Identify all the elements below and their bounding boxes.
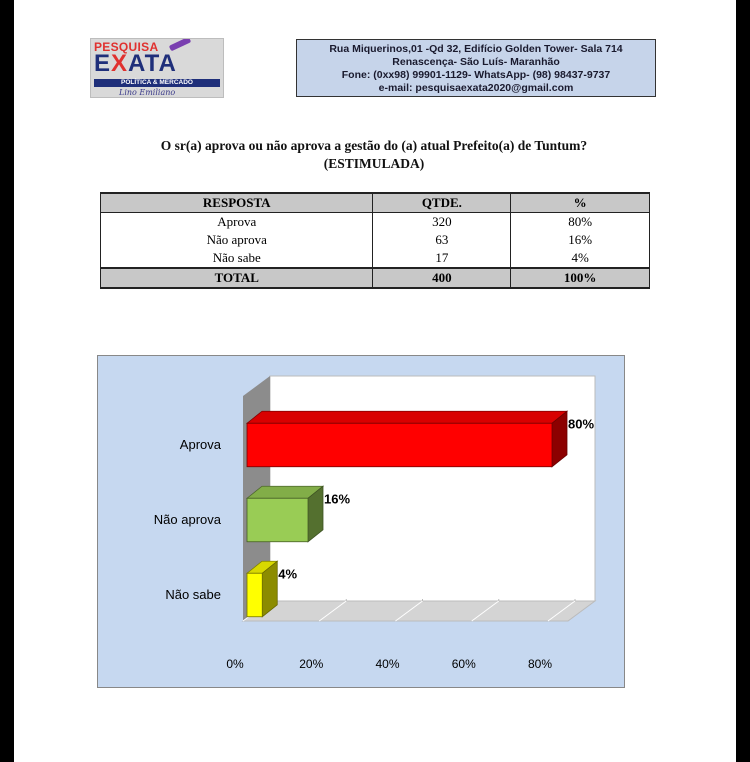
bar-data-label: 4% bbox=[278, 566, 298, 582]
y-category-label: Não aprova bbox=[153, 512, 221, 527]
question-type: (ESTIMULADA) bbox=[323, 156, 425, 171]
bar-data-label: 16% bbox=[324, 491, 351, 507]
bar-data-label: 80% bbox=[568, 416, 595, 432]
table-total-row bbox=[101, 268, 650, 288]
cell-resposta: Aprova bbox=[101, 213, 373, 232]
contact-city: Renascença- São Luís- Maranhão bbox=[392, 56, 560, 68]
cell-qtde: 17 bbox=[373, 249, 511, 268]
bar-chart bbox=[98, 356, 624, 687]
header-resposta: RESPOSTA bbox=[101, 193, 373, 213]
document-page bbox=[14, 0, 736, 762]
table-header-row bbox=[101, 193, 650, 213]
logo-main-pre: E bbox=[94, 50, 112, 77]
bar-2 bbox=[247, 573, 262, 617]
cell-percent: 16% bbox=[511, 231, 650, 249]
cell-resposta: Não sabe bbox=[101, 249, 373, 268]
contact-email: e-mail: pesquisaexata2020@gmail.com bbox=[378, 82, 574, 94]
logo-subtitle: POLÍTICA & MERCADO bbox=[94, 79, 220, 87]
cell-percent: 4% bbox=[511, 249, 650, 268]
header-qtde: QTDE. bbox=[373, 193, 511, 213]
total-percent: 100% bbox=[511, 268, 650, 288]
cell-percent: 80% bbox=[511, 213, 650, 232]
logo-main-text bbox=[94, 51, 177, 77]
contact-address: Rua Miquerinos,01 -Qd 32, Edifício Golden Tower- Sala 714 bbox=[329, 43, 623, 55]
contact-box bbox=[296, 39, 656, 97]
cell-resposta: Não aprova bbox=[101, 231, 373, 249]
table-row bbox=[101, 249, 650, 268]
total-label: TOTAL bbox=[101, 268, 373, 288]
y-category-label: Aprova bbox=[179, 437, 221, 452]
logo-main-x: X bbox=[111, 50, 129, 77]
x-tick-label: 0% bbox=[226, 657, 244, 671]
table-row bbox=[101, 213, 650, 232]
contact-phone: Fone: (0xx98) 99901-1129- WhatsApp- (98) 98437-9737 bbox=[341, 69, 611, 81]
y-category-label: Não sabe bbox=[165, 587, 221, 602]
bar-chart-panel bbox=[97, 355, 625, 688]
cell-qtde: 63 bbox=[373, 231, 511, 249]
bar-top-face bbox=[247, 411, 567, 423]
bar-1 bbox=[247, 498, 308, 542]
logo-signature: Lino Emiliano bbox=[119, 88, 176, 97]
pesquisa-exata-logo bbox=[90, 38, 224, 98]
header-percent: % bbox=[511, 193, 650, 213]
total-qtde: 400 bbox=[373, 268, 511, 288]
x-tick-label: 60% bbox=[451, 657, 476, 671]
logo-top-text: PESQUISA bbox=[94, 40, 159, 54]
table-row bbox=[101, 231, 650, 249]
x-tick-label: 80% bbox=[527, 657, 553, 671]
survey-question bbox=[104, 137, 644, 173]
question-text: O sr(a) aprova ou não aprova a gestão do (a) atual Prefeito(a) de Tuntum? bbox=[160, 138, 588, 153]
results-table bbox=[100, 192, 650, 289]
x-tick-label: 20% bbox=[299, 657, 324, 671]
bar-0 bbox=[247, 423, 552, 467]
cell-qtde: 320 bbox=[373, 213, 511, 232]
logo-main-post: ATA bbox=[128, 50, 177, 77]
x-tick-label: 40% bbox=[375, 657, 400, 671]
